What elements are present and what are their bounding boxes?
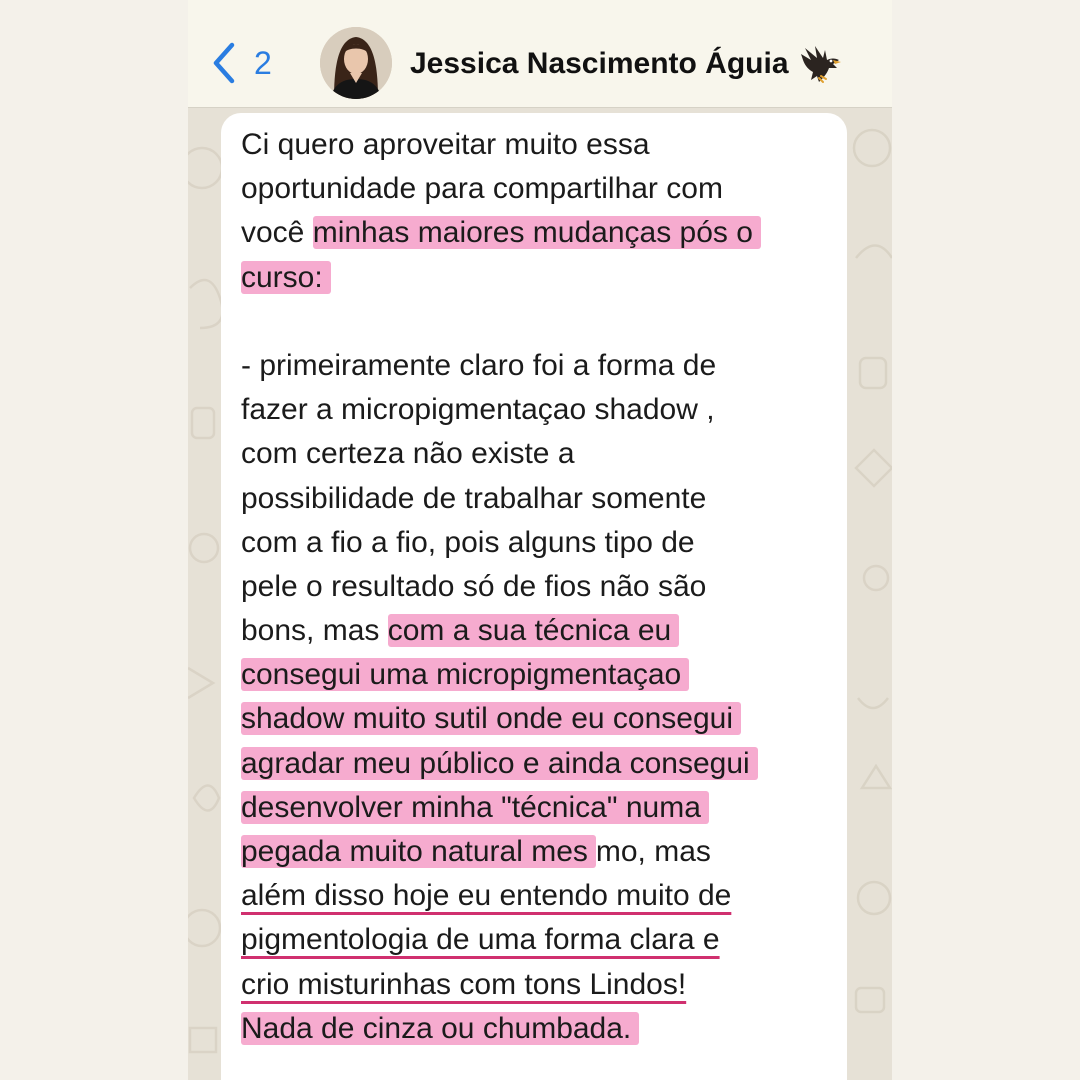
chat-screen bbox=[188, 0, 892, 1080]
message-bubble bbox=[221, 113, 847, 1080]
highlighted-text: minhas maiores mudanças pós o bbox=[313, 216, 761, 249]
avatar-photo bbox=[320, 27, 392, 99]
message-text-segment: você bbox=[241, 216, 313, 250]
message-line bbox=[241, 123, 841, 167]
message-line bbox=[241, 1007, 841, 1051]
highlighted-text: consegui uma micropigmentaçao bbox=[241, 658, 689, 691]
message-line-blank bbox=[241, 300, 841, 344]
message-text-segment: Ci quero aproveitar muito essa bbox=[241, 128, 650, 161]
avatar[interactable] bbox=[320, 27, 392, 99]
message-line bbox=[241, 167, 841, 211]
underlined-text: pigmentologia de uma forma clara e bbox=[241, 923, 720, 957]
highlighted-text: pegada muito natural mes bbox=[241, 835, 596, 868]
unread-count: 2 bbox=[254, 45, 272, 81]
message-text-segment: com a fio a fio, pois alguns tipo de bbox=[241, 525, 695, 559]
message-line bbox=[241, 786, 841, 830]
message-text-segment: possibilidade de trabalhar somente bbox=[241, 481, 707, 515]
highlighted-text: shadow muito sutil onde eu consegui bbox=[241, 702, 741, 735]
message-line bbox=[241, 477, 841, 521]
highlighted-text: desenvolver minha "técnica" numa bbox=[241, 791, 709, 824]
message-text-segment: oportunidade para compartilhar com bbox=[241, 172, 723, 206]
contact-name: Jessica Nascimento Águia bbox=[410, 47, 789, 80]
message-text-segment: pele o resultado só de fios não são bbox=[241, 569, 707, 603]
message-line bbox=[241, 344, 841, 388]
highlighted-text: curso: bbox=[241, 261, 331, 294]
contact-info[interactable] bbox=[410, 40, 843, 88]
message-line bbox=[241, 521, 841, 565]
highlighted-text: Nada de cinza ou chumbada. bbox=[241, 1012, 639, 1045]
back-button[interactable] bbox=[208, 38, 272, 88]
message-text-segment: - primeiramente claro foi a forma de bbox=[241, 348, 717, 382]
message-line bbox=[241, 609, 841, 653]
message-line bbox=[241, 211, 841, 255]
message-line bbox=[241, 697, 841, 741]
underlined-text: além disso hoje eu entendo muito de bbox=[241, 879, 732, 913]
underlined-text: crio misturinhas com tons Lindos! bbox=[241, 967, 687, 1001]
chat-header bbox=[188, 0, 892, 108]
message-text-segment: mo, mas bbox=[595, 835, 711, 868]
message-line bbox=[241, 653, 841, 697]
message-line bbox=[241, 918, 841, 962]
message-text bbox=[241, 123, 841, 1051]
message-text-segment: bons, mas bbox=[241, 614, 388, 648]
highlighted-text: com a sua técnica eu bbox=[388, 614, 680, 647]
message-text-segment: fazer a micropigmentaçao shadow , bbox=[241, 393, 715, 427]
message-line bbox=[241, 830, 841, 874]
message-line bbox=[241, 742, 841, 786]
highlighted-text: agradar meu público e ainda consegui bbox=[241, 747, 758, 780]
message-line bbox=[241, 388, 841, 432]
message-text-segment: com certeza não existe a bbox=[241, 437, 575, 471]
chevron-left-icon bbox=[208, 41, 240, 85]
message-line bbox=[241, 256, 841, 300]
eagle-icon bbox=[799, 44, 843, 84]
message-line bbox=[241, 565, 841, 609]
message-line bbox=[241, 963, 841, 1007]
message-line bbox=[241, 432, 841, 476]
message-line bbox=[241, 874, 841, 918]
